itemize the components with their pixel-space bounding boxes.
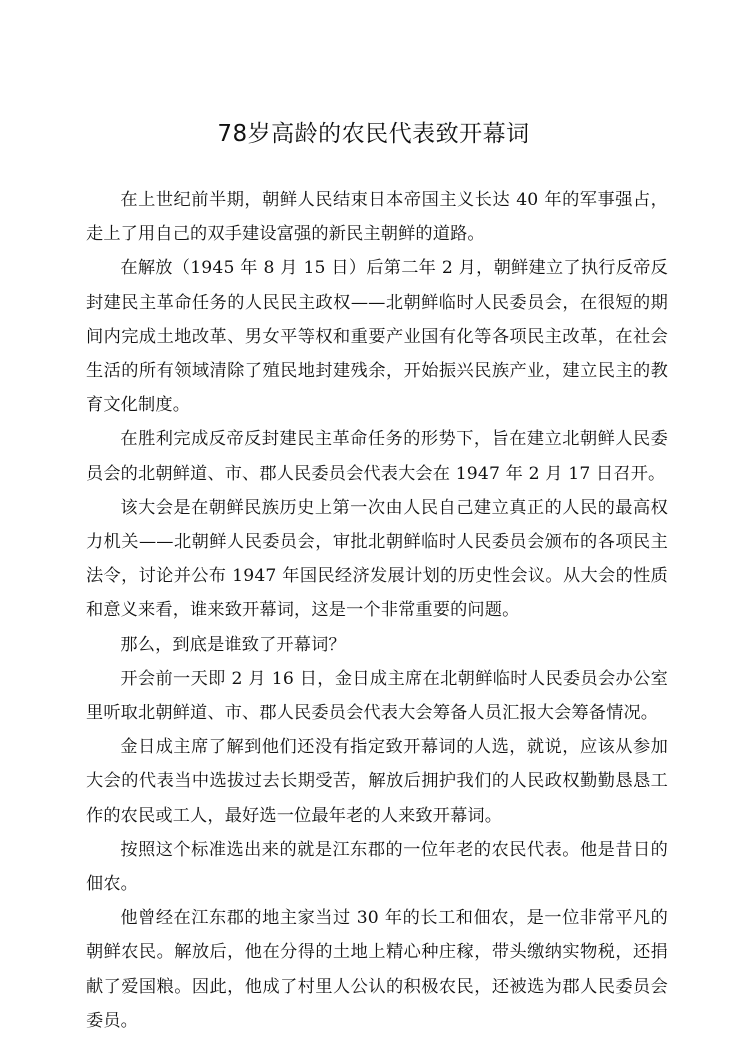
page-title: 78岁高龄的农民代表致开幕词: [217, 121, 530, 147]
paragraph-8: 按照这个标准选出来的就是江东郡的一位年老的农民代表。他是昔日的佃农。: [86, 839, 668, 895]
paragraph-6: 开会前一天即 2 月 16 日，金日成主席在北朝鲜临时人民委员会办公室里听取北朝鲜道、市、郡人民委员会代表大会筹备人员汇报大会筹备情况。: [86, 668, 668, 724]
paragraph-5: 那么，到底是谁致了开幕词？: [120, 634, 346, 655]
paragraph-1: 在上世纪前半期，朝鲜人民结束日本帝国主义长达 40 年的军事强占，走上了用自己的双手建设富强的新民主朝鲜的道路。: [86, 190, 668, 245]
paragraph-2: 在解放（1945 年 8 月 15 日）后第二年 2 月，朝鲜建立了执行反帝反封建民主革命任务的人民民主政权——北朝鲜临时人民委员会，在很短的期间内完成土地改革、男女平等权和重要产业国有化等各项民主改革，在社会生活的所有领域清除了殖民地封建残余，开始振兴民族产业，建立民主的教育文化制度。: [86, 258, 668, 416]
paragraph-3: 在胜利完成反帝反封建民主革命任务的形势下，旨在建立北朝鲜人民委员会的北朝鲜道、市、郡人民委员会代表大会在 1947 年 2 月 17 日召开。: [86, 429, 668, 484]
paragraph-7: 金日成主席了解到他们还没有指定致开幕词的人选，就说，应该从参加大会的代表当中选拔过去长期受苦，解放后拥护我们的人民政权勤勤恳恳工作的农民或工人，最好选一位最年老的人来致开幕词。: [86, 737, 668, 826]
paragraph-9: 他曾经在江东郡的地主家当过 30 年的长工和佃农，是一位非常平凡的朝鲜农民。解放后，他在分得的土地上精心种庄稼，带头缴纳实物税，还捐献了爱国粮。因此，他成了村里人公认的积极农民，还被选为郡人民委员会委员。: [86, 908, 668, 1031]
paragraph-4: 该大会是在朝鲜民族历史上第一次由人民自己建立真正的人民的最高权力机关——北朝鲜人民委员会，审批北朝鲜临时人民委员会颁布的各项民主法令，讨论并公布 1947 年国民经济发展计划的历史性会议。从大会的性质和意义来看，谁来致开幕词，这是一个非常重要的问题。: [86, 497, 668, 621]
article-body: [86, 183, 668, 1038]
